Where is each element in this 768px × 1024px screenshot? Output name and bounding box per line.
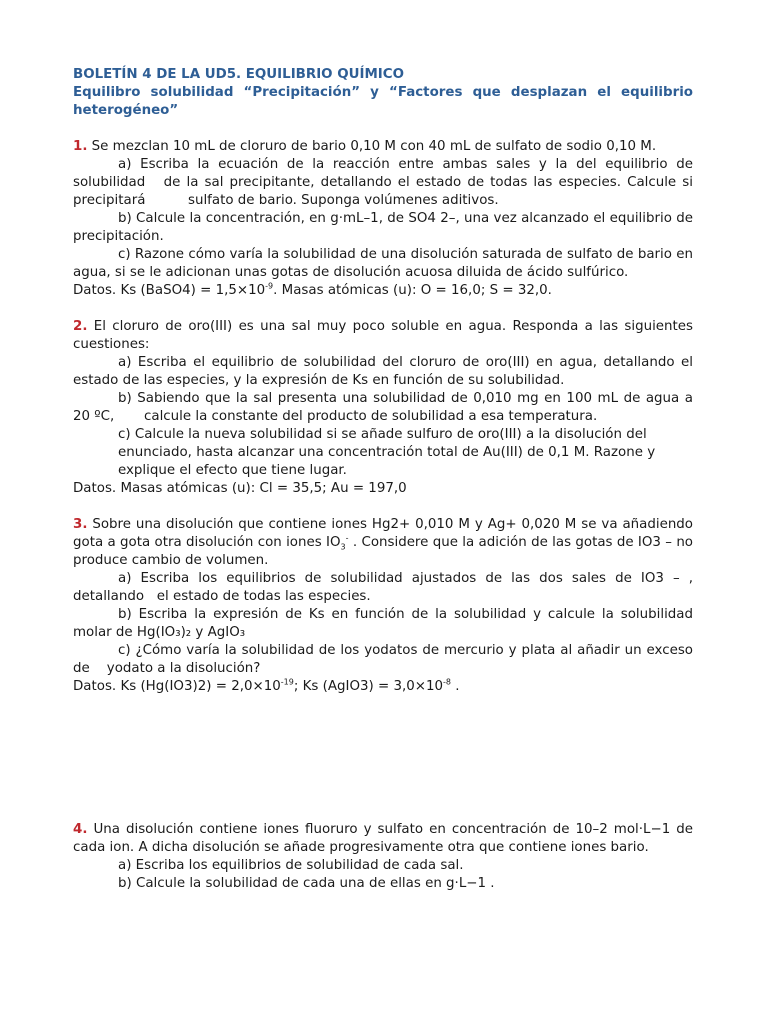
question-3-text: Sobre una disolución que contiene iones Hg2+ 0,010 M y Ag+ 0,020 M se va añadiendo gota a gota otra disolución con iones IO	[73, 517, 693, 550]
question-2-data: Datos. Masas atómicas (u): Cl = 35,5; Au = 197,0	[73, 481, 407, 496]
question-3-part-a: a) Escriba los equilibrios de solubilidad ajustados de las dos sales de IO3 – , detallando el estado de todas las especies.	[73, 571, 698, 604]
question-1-part-b: b) Calcule la concentración, en g·mL–1, de SO4 2–, una vez alcanzado el equilibrio de precipitación.	[73, 211, 745, 244]
question-3-data-exponent-1: -19	[280, 677, 294, 687]
question-3-text-end: . Considere que la adición de las gotas de IO3 – no produce cambio de volumen.	[73, 535, 693, 568]
question-2-part-c-line2: enunciado, hasta alcanzar una concentración total de Au(III) de 0,1 M. Razone y	[118, 445, 656, 460]
question-1-text: Se mezclan 10 mL de cloruro de bario 0,10 M con 40 mL de sulfato de sodio 0,10 M.	[87, 139, 657, 154]
question-3-data	[73, 678, 693, 696]
question-3-part-c: c) ¿Cómo varía la solubilidad de los yodatos de mercurio y plata al añadir un exceso de yodato a la disolución?	[73, 643, 698, 676]
question-2	[73, 318, 723, 498]
question-4	[73, 821, 693, 893]
question-2-text: El cloruro de oro(III) es una sal muy poco soluble en agua. Responda a las siguientes cuestiones:	[73, 319, 693, 352]
question-4-intro	[73, 821, 693, 857]
question-4-number: 4.	[73, 822, 88, 837]
question-2-part-b: b) Sabiendo que la sal presenta una solubilidad de 0,010 mg en 100 mL de agua a 20 ºC, calcule la constante del producto de solubilidad a esa temperatura.	[73, 391, 698, 424]
question-3-iodate-subscript: 3	[340, 542, 346, 552]
question-1-data-masses: . Masas atómicas (u): O = 16,0; S = 32,0.	[273, 283, 552, 298]
question-2-part-a: a) Escriba el equilibrio de solubilidad del cloruro de oro(III) en agua, detallando el estado de las especies, y la expresión de Ks en función de su solubilidad.	[73, 355, 723, 388]
question-1	[73, 138, 745, 300]
question-2-part-c-line1: c) Calcule la nueva solubilidad si se añade sulfuro de oro(III) a la disolución del	[118, 427, 647, 442]
question-1-part-a: a) Escriba la ecuación de la reacción entre ambas sales y la del equilibrio de solubilidad de la sal precipitante, detallando el estado de todas las especies. Calcule si precipitará sulfato de bario. Suponga volúmenes aditivos.	[73, 157, 698, 208]
question-4-part-a: a) Escriba los equilibrios de solubilidad de cada sal.	[118, 858, 464, 873]
question-1-part-c: c) Razone cómo varía la solubilidad de una disolución saturada de sulfato de bario en agua, si se le adicionan unas gotas de disolución acuosa diluida de ácido sulfúrico.	[73, 247, 723, 280]
question-3-number: 3.	[73, 517, 88, 532]
question-3-data-exponent-2: -8	[443, 677, 451, 687]
question-3	[73, 516, 698, 696]
question-3-iodate-charge: -	[345, 533, 349, 543]
question-1-intro	[73, 138, 693, 156]
question-3-part-b: b) Escriba la expresión de Ks en función de la solubilidad y calcule la solubilidad molar de Hg(IO₃)₂ y AgIO₃	[73, 607, 693, 640]
question-2-intro	[73, 318, 693, 354]
document-page	[73, 66, 745, 893]
document-title: BOLETÍN 4 DE LA UD5. EQUILIBRIO QUÍMICO	[73, 67, 404, 82]
question-3-data-text: Datos. Ks (Hg(IO3)2) = 2,0×10	[73, 679, 281, 694]
question-2-part-c-line3: explique el efecto que tiene lugar.	[118, 463, 347, 478]
question-3-data-end: .	[451, 679, 460, 694]
question-4-part-b: b) Calcule la solubilidad de cada una de ellas en g·L−1 .	[118, 876, 495, 891]
question-2-number: 2.	[73, 319, 88, 334]
question-3-intro	[73, 516, 693, 570]
question-1-data	[73, 282, 693, 300]
document-subtitle: Equilibro solubilidad “Precipitación” y “Factores que desplazan el equilibrio heterogéneo”	[73, 85, 693, 118]
question-3-data-text-2: ; Ks (AgIO3) = 3,0×10	[293, 679, 444, 694]
question-1-number: 1.	[73, 139, 88, 154]
question-1-data-exponent: -9	[265, 281, 274, 291]
question-4-text: Una disolución contiene iones fluoruro y sulfato en concentración de 10–2 mol·L−1 de cada ion. A dicha disolución se añade progresivamente otra que contiene iones bario.	[73, 822, 693, 855]
question-1-data-text: Datos. Ks (BaSO4) = 1,5×10	[73, 283, 266, 298]
